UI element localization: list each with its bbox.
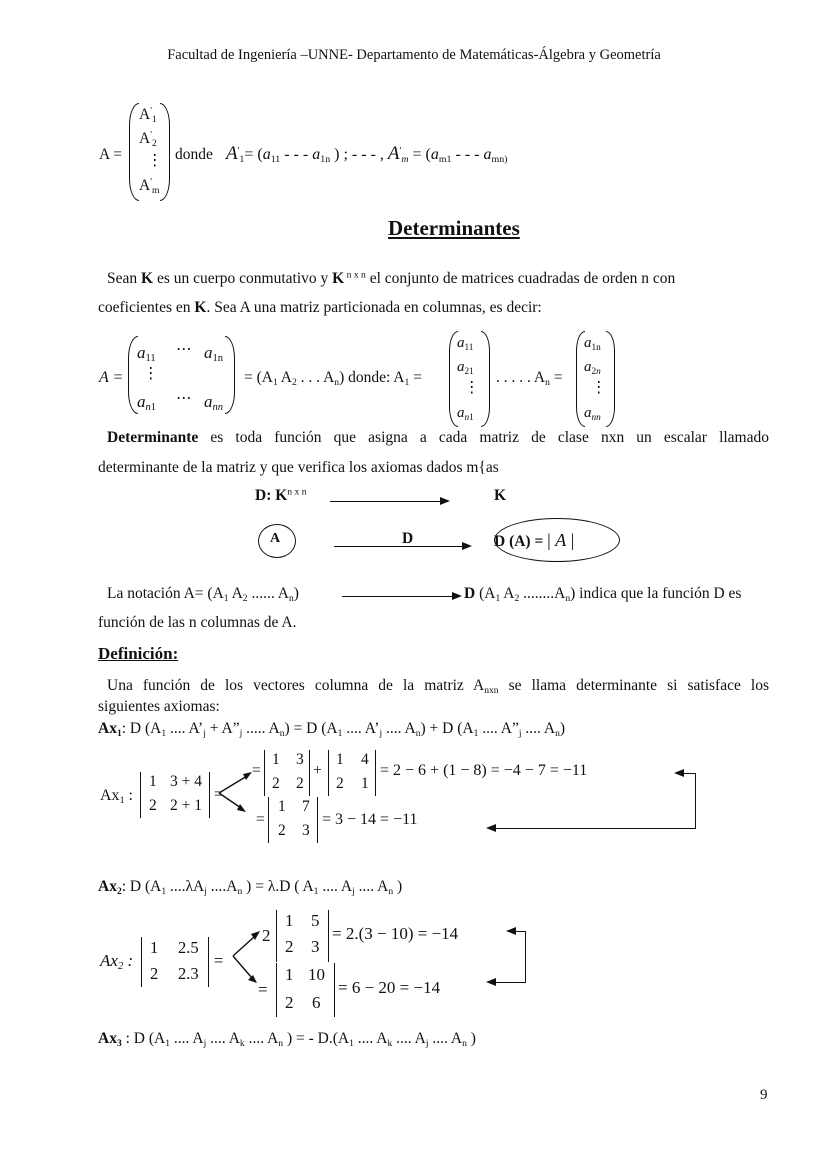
- running-header: Facultad de Ingeniería –UNNE- Departamento de Matemáticas-Álgebra y Geometría: [167, 47, 661, 63]
- arrow-label: D: [402, 530, 414, 547]
- intro-line-1: Sean K es un cuerpo conmutativo y K $^{n x n}$ el conjunto de matrices cuadradas de orden n con: [107, 269, 676, 287]
- cell: 2: [272, 775, 280, 792]
- row-a2: $A'_2$: [139, 129, 157, 149]
- col1-an1: $a_{n1}$: [457, 405, 474, 423]
- det-bar: [276, 910, 277, 962]
- notation-line-2: función de las n columnas de A.: [98, 614, 297, 631]
- connector-line: [525, 931, 526, 983]
- output-label: D (A) = | A |: [494, 530, 575, 550]
- cell: 1: [278, 798, 286, 815]
- cell: 2: [150, 964, 159, 983]
- ax1-top-result: = 2 − 6 + (1 − 8) = −4 − 7 = −11: [380, 762, 588, 779]
- col1-a11: $a_{11}$: [457, 335, 474, 353]
- cell: 7: [302, 798, 310, 815]
- cell: 2.3: [178, 964, 199, 983]
- determinant-def-line-2: determinante de la matriz y que verifica los axiomas dados m{as: [98, 459, 499, 476]
- donde-text: donde: [175, 146, 213, 163]
- coln-vdots: ⋮: [591, 379, 607, 396]
- matrix-vdots: ⋮: [143, 365, 159, 382]
- intro-line-2: coeficientes en K. Sea A una matriz particionada en columnas, es decir:: [98, 299, 542, 316]
- matrix-a1n: $a_{1n}$: [204, 343, 224, 365]
- cell: 1: [149, 773, 157, 790]
- axiom-3-statement: $Ax_3$ : D ($A_1$ .... $A_j$ .... $A_k$ .... $A_n$ ) = - $D.(A_1$ .... $A_k$ .... $A_j$ .... $A_n$ ): [98, 1030, 476, 1049]
- cell: 1: [272, 751, 280, 768]
- matrix-a11: $a_{11}$: [137, 343, 156, 365]
- row-partition-lhs: A =: [99, 146, 122, 163]
- matrix-hdots: ⋯: [176, 390, 192, 407]
- cell: 6: [312, 993, 321, 1012]
- det-bar: [276, 963, 277, 1017]
- coln-expression: . . . . . $A_n$ =: [496, 369, 563, 388]
- page-number: 9: [760, 1087, 768, 1103]
- notation-b: D ($A_1$ $A_2$ $........A_n$) indica que la función D es: [464, 585, 742, 604]
- cell: 3: [302, 822, 310, 839]
- cell: 4: [361, 751, 369, 768]
- arrow-head-icon: [506, 927, 516, 935]
- det-bar: [334, 963, 335, 1017]
- ax2-top-result: = 2.(3 − 10) = −14: [332, 924, 459, 943]
- notation-a: La notación $A= (A_1$ $A_2$ ...... $A_n$): [107, 585, 299, 604]
- definition-line-1: Una función de los vectores columna de la matriz $A_{nxn}$ se llama determinante si satisface los: [107, 677, 769, 696]
- plus: +: [313, 762, 322, 779]
- matrix-hdots: ⋯: [176, 341, 192, 358]
- col1-vdots: ⋮: [464, 379, 480, 396]
- coln-a2n: $a_{2n}$: [584, 359, 601, 377]
- cell: 3: [311, 937, 320, 956]
- equals: =: [252, 762, 261, 779]
- input-label: A: [270, 531, 281, 546]
- cell: 2: [149, 797, 157, 814]
- codomain-label: K: [494, 487, 507, 504]
- cell: 2: [285, 993, 294, 1012]
- cell: 1: [150, 938, 159, 957]
- ax2-label: $Ax_2$ :: [100, 951, 134, 973]
- cell: 1: [285, 965, 294, 984]
- domain-label: D: $K^{n x n}$: [255, 486, 307, 504]
- matrix-ann: $a_{nn}$: [204, 392, 224, 414]
- row-a1: $A'_1$: [139, 105, 157, 125]
- cell: 3: [296, 751, 304, 768]
- ax2-bottom-result: = 6 − 20 = −14: [338, 978, 441, 997]
- cell: 2: [285, 937, 294, 956]
- cell: 5: [311, 911, 320, 930]
- det-bar: [328, 910, 329, 962]
- section-title: Determinantes: [388, 216, 520, 240]
- scalar-factor: 2: [262, 926, 271, 945]
- cell: 3 + 4: [170, 773, 202, 790]
- row-vdots: ⋮: [147, 152, 163, 169]
- coln-a1n: $a_{1n}$: [584, 335, 601, 353]
- cell: 2: [278, 822, 286, 839]
- cell: 2 + 1: [170, 797, 202, 814]
- axiom-2-statement: $Ax_2$: D ($A_1$ $....\lambda A_j$ $....A_n$ ) = λ.D ( $A_1$ .... $A_j$ .... $A_n$ ): [98, 878, 403, 897]
- cell: 10: [308, 965, 325, 984]
- cell: 2: [336, 775, 344, 792]
- cell: 1: [336, 751, 344, 768]
- equals: =: [256, 811, 265, 828]
- cell: 2.5: [178, 938, 199, 957]
- equals: =: [258, 980, 268, 999]
- connector-line: [492, 982, 526, 983]
- row-am: $A'_m$: [139, 176, 160, 196]
- column-partition-lhs: A =: [99, 369, 124, 386]
- cell: 1: [361, 775, 369, 792]
- row-definition: $A'_1= (a_{11}$ - - - $a_{1n}$ ) ; - - - , $A'_m = (a_{m1}$ - - - $a_{mn)}$: [226, 143, 508, 165]
- definition-line-2: siguientes axiomas:: [98, 698, 220, 715]
- coln-ann: $a_{nn}$: [584, 405, 601, 423]
- equals: =: [214, 951, 224, 970]
- ax1-label: $Ax_1$ :: [100, 787, 133, 806]
- col1-a21: $a_{21}$: [457, 359, 474, 377]
- matrix-an1: $a_{n1}$: [137, 392, 157, 414]
- cell: 1: [285, 911, 294, 930]
- cell: 2: [296, 775, 304, 792]
- ax1-bottom-result: = 3 − 14 = −11: [322, 811, 418, 828]
- axiom-1-statement: $Ax_1$: D ($A_1$ .... $A’_j$ + $A”_j$ ..... $A_n) = D$ ($A_1$ .... $A’_j$ .... $A_n) + D$ ($A_1$ .... $A”_j$ .... $A_n$): [98, 720, 566, 739]
- arrow-head-icon: [486, 978, 496, 986]
- definition-title: Definición:: [98, 644, 179, 663]
- equals: =: [214, 786, 223, 803]
- columns-expression: = ($A_1$ $A_2$ . . . $A_n$) donde: $A_1$ =: [244, 369, 422, 388]
- determinant-def-line-1: Determinante es toda función que asigna a cada matriz de clase nxn un escalar llamado: [107, 429, 769, 446]
